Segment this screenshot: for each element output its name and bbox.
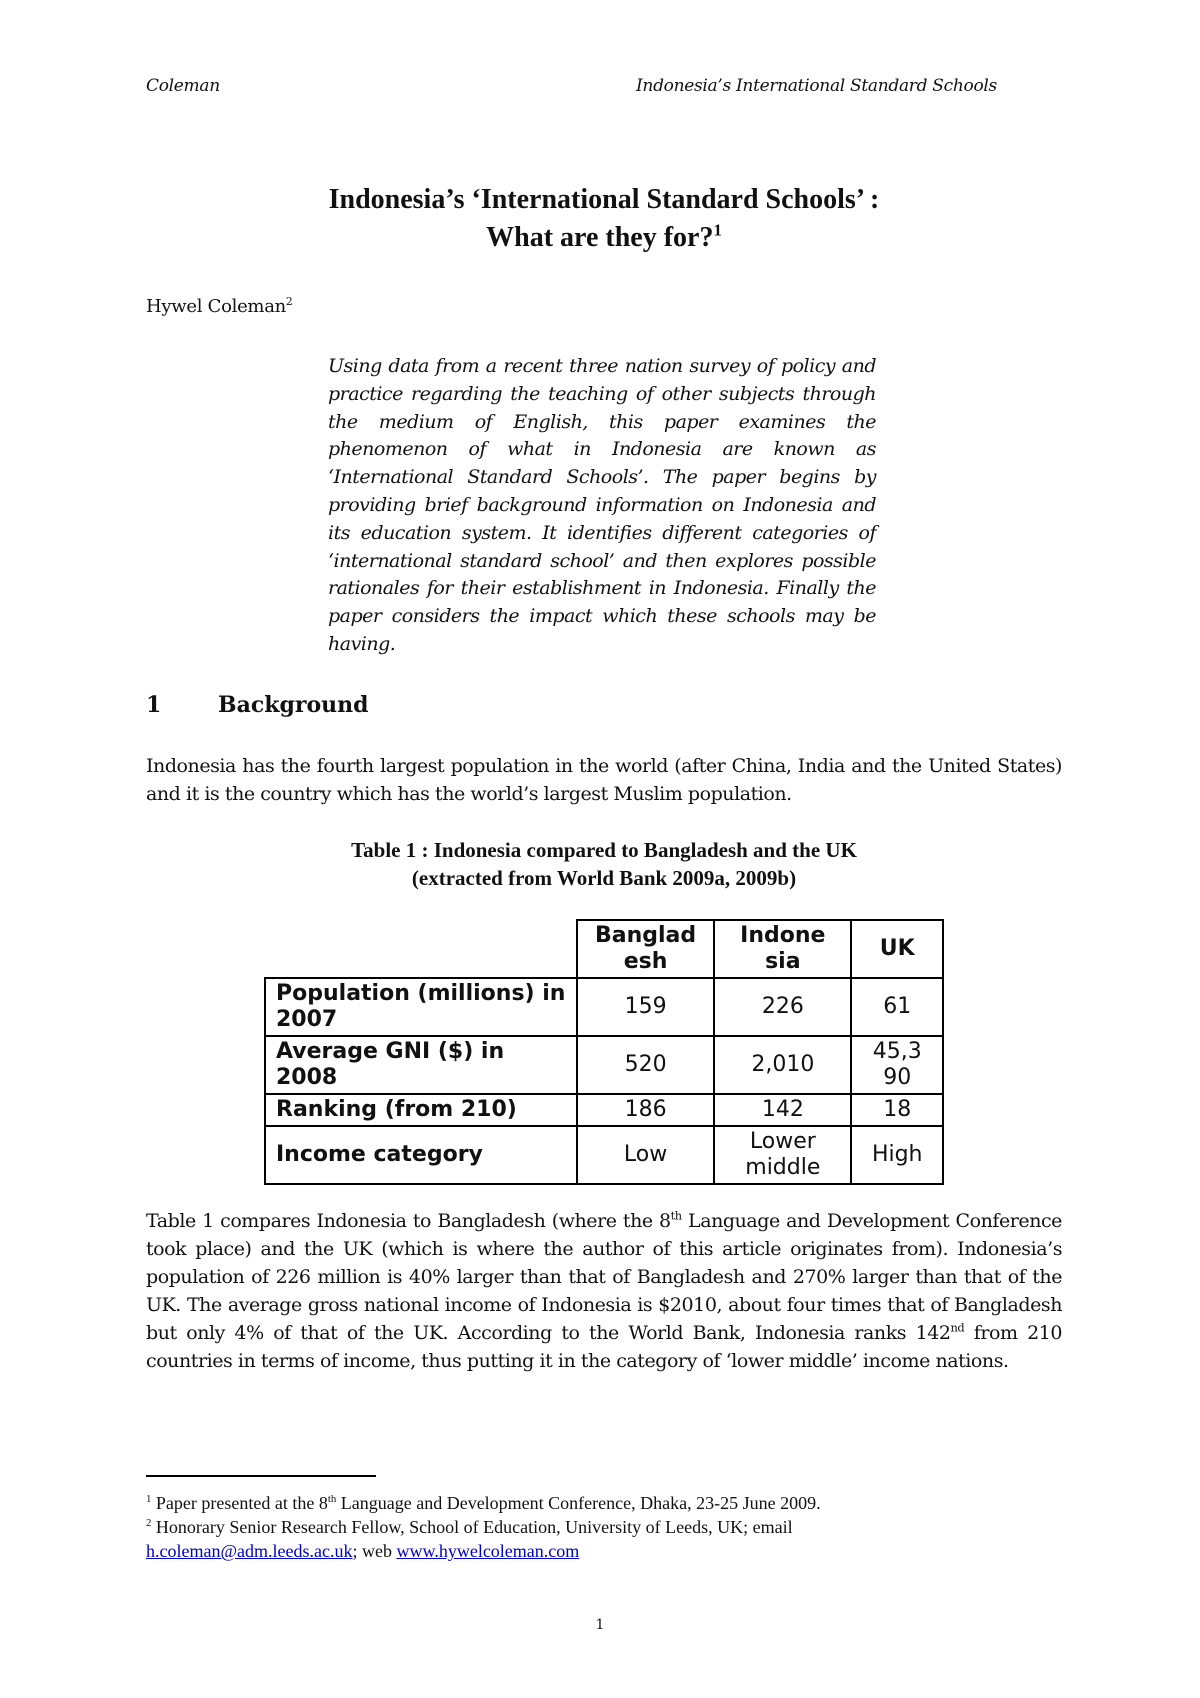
section-title: Background [218, 692, 369, 718]
paragraph-text: Language and Development Conference took place) and the UK (which is where the author of this article originates from). Indonesia’s population of 226 million is 40% larger than that of Bangladesh and 270% larger than that of the UK. The average gross national income of Indonesia is $2010, about four times that of Bangladesh but only 4% of that of the UK. According to the World Bank, Indonesia ranks 142 [146, 1210, 1062, 1344]
table-row [265, 1036, 943, 1094]
paragraph-text: Table 1 compares Indonesia to Bangladesh (where the 8 [146, 1210, 671, 1232]
table-header-row [265, 920, 943, 978]
footnote-separator [146, 1475, 376, 1477]
footnote-text: Language and Development Conference, Dhaka, 23-25 June 2009. [336, 1493, 821, 1513]
table-caption-source: (extracted from World Bank 2009a, 2009b) [411, 866, 797, 890]
table-cell: 520 [577, 1036, 714, 1094]
footnote-2 [146, 1515, 1062, 1539]
ordinal-suffix: nd [950, 1320, 965, 1335]
footnote-text: Paper presented at the 8 [151, 1493, 328, 1513]
paragraph-comparison [146, 1207, 1062, 1375]
author-line [146, 296, 293, 317]
table-cell: 226 [714, 978, 851, 1036]
table-cell: Lower middle [714, 1126, 851, 1184]
row-label-income-category: Income category [265, 1126, 577, 1184]
abstract: Using data from a recent three nation survey of policy and practice regarding the teaching of other subjects through the medium of English, this paper examines the phenomenon of what in Indonesia are known as ‘International Standard Schools’. The paper begins by providing brief background information on Indonesia and its education system. It identifies different categories of ‘international standard school’ and then explores possible rationales for their establishment in Indonesia. Finally the paper considers the impact which these schools may be having. [328, 355, 876, 655]
table-row [265, 1094, 943, 1126]
row-label-gni: Average GNI ($) in 2008 [265, 1036, 577, 1094]
paragraph-intro: Indonesia has the fourth largest population in the world (after China, India and the United States) and it is the country which has the world’s largest Muslim population. [146, 755, 1062, 805]
running-header-author: Coleman [146, 76, 220, 96]
table-cell: 159 [577, 978, 714, 1036]
column-header-indonesia: Indone sia [714, 920, 851, 978]
footnote-text: Honorary Senior Research Fellow, School of Education, University of Leeds, UK; email [151, 1517, 793, 1537]
footnote-2-links [146, 1539, 1062, 1563]
table-caption: Table 1 : Indonesia compared to Bangladesh and the UK [351, 838, 857, 862]
ordinal-suffix: th [327, 1493, 337, 1505]
table-cell: 2,010 [714, 1036, 851, 1094]
row-label-population: Population (millions) in 2007 [265, 978, 577, 1036]
title-footnote-ref: 1 [713, 220, 722, 240]
page-number: 1 [595, 1617, 605, 1633]
paper-title-line2-text: What are they for? [486, 222, 714, 253]
table-cell: 18 [851, 1094, 943, 1126]
author-footnote-ref: 2 [285, 295, 293, 308]
column-header-bangladesh: Banglad esh [577, 920, 714, 978]
footnote-number: 2 [146, 1517, 152, 1529]
website-link[interactable]: www.hywelcoleman.com [396, 1541, 580, 1561]
footnote-text: ; web [352, 1541, 397, 1561]
paper-title-line1: Indonesia’s ‘International Standard Schools’ : [328, 184, 880, 215]
table-cell: Low [577, 1126, 714, 1184]
row-label-ranking: Ranking (from 210) [265, 1094, 577, 1126]
table-corner-cell [265, 920, 577, 978]
running-header-title: Indonesia’s International Standard Schools [636, 76, 997, 96]
paper-title-line2 [146, 222, 1062, 254]
table-cell: 61 [851, 978, 943, 1036]
table-row [265, 978, 943, 1036]
ordinal-suffix: th [670, 1208, 682, 1223]
comparison-table [264, 919, 944, 1185]
footnote-number: 1 [146, 1493, 152, 1505]
section-number: 1 [146, 692, 162, 718]
column-header-uk: UK [851, 920, 943, 978]
table-cell: 45,3 90 [851, 1036, 943, 1094]
table-cell: 186 [577, 1094, 714, 1126]
footnote-1 [146, 1491, 1062, 1515]
table-row [265, 1126, 943, 1184]
table-cell: High [851, 1126, 943, 1184]
table-cell: 142 [714, 1094, 851, 1126]
paragraph-text: from 210 countries in terms of income, thus putting it in the category of ‘lower middle’ income nations. [146, 1322, 1062, 1372]
author-name: Hywel Coleman [146, 296, 286, 317]
email-link[interactable]: h.coleman@adm.leeds.ac.uk [146, 1541, 353, 1561]
